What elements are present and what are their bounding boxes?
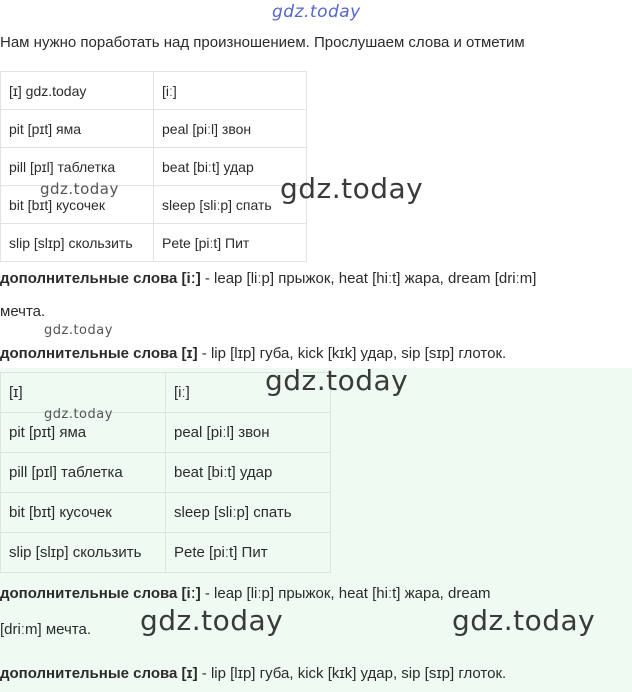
table-cell: peal [piːl] звон [154, 110, 307, 148]
extra-words-label: дополнительные слова [ɪ] [0, 665, 198, 682]
extra-words-short-2 [0, 665, 506, 682]
table-cell: [iː] [154, 72, 307, 110]
table-cell: pill [pɪl] таблетка [1, 453, 166, 493]
watermark: gdz.today [280, 172, 424, 205]
table-row [1, 110, 307, 148]
watermark: gdz.today [140, 604, 284, 637]
table-cell: [ɪ] [1, 373, 166, 413]
table-cell: bit [bɪt] кусочек [1, 186, 154, 224]
extra-words-label: дополнительные слова [iː] [0, 585, 201, 602]
watermark: gdz.today [44, 323, 113, 338]
table-cell: sleep [sliːp] спать [154, 186, 307, 224]
watermark: gdz.today [265, 364, 409, 397]
extra-words-text: - lip [lɪp] губа, kick [kɪk] удар, sip [sɪp] глоток. [197, 345, 507, 362]
extra-words-long-2-cont: [driːm] мечта. [0, 621, 92, 638]
table-row [1, 493, 331, 533]
table-cell: pit [pɪt] яма [1, 413, 166, 453]
table-row [1, 533, 331, 573]
extra-words-long-1 [0, 270, 536, 287]
extra-words-text: - leap [liːp] прыжок, heat [hiːt] жара, dream [200, 585, 491, 602]
watermark-top: gdz.today [272, 2, 361, 22]
table-cell: bit [bɪt] кусочек [1, 493, 166, 533]
extra-words-short-1 [0, 345, 506, 362]
table-row [1, 224, 307, 262]
table-cell: [iː] [166, 373, 331, 413]
table-cell: pill [pɪl] таблетка [1, 148, 154, 186]
table-cell: [ɪ] gdz.today [1, 72, 154, 110]
table-cell: slip [slɪp] скользить [1, 533, 166, 573]
extra-words-long-2 [0, 585, 491, 602]
table-cell: beat [biːt] удар [154, 148, 307, 186]
watermark: gdz.today [44, 407, 113, 422]
table-cell: pit [pɪt] яма [1, 110, 154, 148]
extra-words-label: дополнительные слова [ɪ] [0, 345, 198, 362]
table-cell: Pete [piːt] Пит [166, 533, 331, 573]
table-cell: beat [biːt] удар [166, 453, 331, 493]
intro-text: Нам нужно поработать над произношением. Прослушаем слова и отметим [0, 34, 525, 51]
table-row [1, 72, 307, 110]
watermark: gdz.today [452, 604, 596, 637]
table-cell: Pete [piːt] Пит [154, 224, 307, 262]
table-cell: peal [piːl] звон [166, 413, 331, 453]
extra-words-label: дополнительные слова [iː] [0, 270, 201, 287]
table-row [1, 453, 331, 493]
words-table-1 [0, 71, 307, 262]
table-cell: sleep [sliːp] спать [166, 493, 331, 533]
extra-words-long-1-cont: мечта. [0, 303, 46, 320]
extra-words-text: - lip [lɪp] губа, kick [kɪk] удар, sip [sɪp] глоток. [197, 665, 507, 682]
table-cell: slip [slɪp] скользить [1, 224, 154, 262]
extra-words-text: - leap [liːp] прыжок, heat [hiːt] жара, dream [driːm] [200, 270, 537, 287]
words-table-2 [0, 372, 331, 573]
watermark: gdz.today [40, 180, 119, 198]
